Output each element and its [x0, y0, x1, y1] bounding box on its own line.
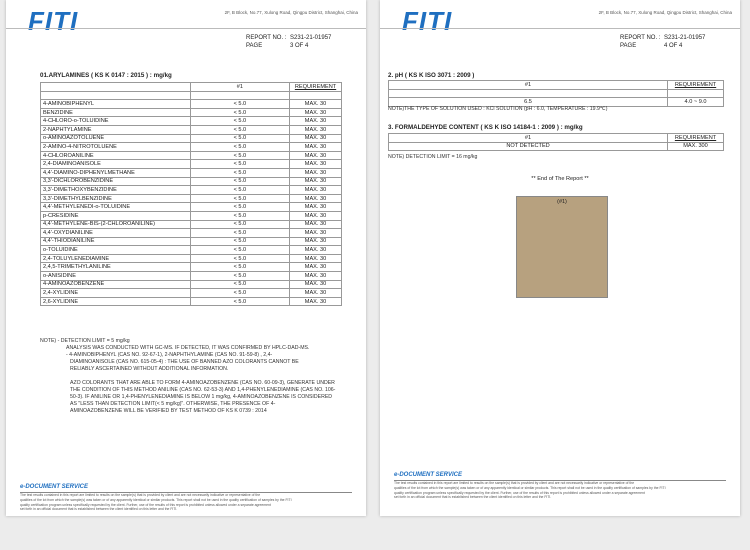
footer-title: e-DOCUMENT SERVICE: [394, 472, 463, 478]
table-row: 2-NAPHTYLAMINE < 5.0 MAX. 30: [41, 125, 342, 134]
table-row: 4,4'-METHYLENEDI-o-TOLUIDINE < 5.0 MAX. 30: [41, 203, 342, 212]
table-row: 4-AMINOAZOBENZENE < 5.0 MAX. 30: [41, 280, 342, 289]
arylamines-note-2: ANALYSIS WAS CONDUCTED WITH GC-MS. IF DETECTED, IT WAS CONFIRMED BY HPLC-DAD-MS.: [66, 345, 310, 351]
arylamines-note-10: AMINOAZOBENZENE WILL BE VERIFIED BY TEST METHOD OF KS K 0739 : 2014: [70, 408, 267, 414]
arylamines-note-5: RELIABLY ASCERTAINED WITHOUT ADDITIONAL INFORMATION.: [70, 366, 229, 372]
table-row: 2,4-XYLIDINE < 5.0 MAX. 30: [41, 289, 342, 298]
page-number-row: PAGE 3 OF 4: [246, 43, 309, 49]
table-row: p-CRESIDINE < 5.0 MAX. 30: [41, 211, 342, 220]
lab-address: 2F, B Block, No.77, Xulong Road, Qingpu District, Shanghai, China: [598, 10, 732, 15]
table-row: 4-CHLORO-o-TOLUIDINE < 5.0 MAX. 30: [41, 117, 342, 126]
table-row: 6.5 4.0 ~ 9.0: [389, 98, 724, 107]
table-row: 4-AMINOBIPHENYL < 5.0 MAX. 30: [41, 100, 342, 109]
formaldehyde-title: 3. FORMALDEHYDE CONTENT ( KS K ISO 14184-1 : 2009 ) : mg/kg: [388, 124, 583, 131]
ph-table: [388, 80, 724, 107]
table-row: 2,4,5-TRIMETHYLANILINE < 5.0 MAX. 30: [41, 263, 342, 272]
report-number-row: REPORT NO. : S231-21-01957: [620, 35, 706, 41]
sample-label: (#1): [557, 199, 567, 205]
table-header-row: #1 REQUIREMENT: [389, 134, 724, 143]
arylamines-note-7: THE CONDITION OF THIS METHOD ANILINE (CAS NO. 62-53-3) AND 1,4-PHENYLENEDIAMINE (CAS NO. 106-: [70, 387, 336, 393]
ph-title: 2. pH ( KS K ISO 3071 : 2009 ): [388, 72, 475, 79]
table-header-row: #1 REQUIREMENT: [389, 81, 724, 90]
arylamines-note-8: 50-3). IF ANILINE OR 1,4-PHENYLENEDIAMINE IS BELOW 1 mg/kg, 4-AMINOAZOBENZENE IS CONSIDERED: [70, 394, 333, 400]
table-row: 2,6-XYLIDINE < 5.0 MAX. 30: [41, 297, 342, 306]
table-row: o-ANISIDINE < 5.0 MAX. 30: [41, 272, 342, 281]
report-page-4: [380, 0, 740, 516]
lab-address: 2F, B Block, No.77, Xulong Road, Qingpu District, Shanghai, China: [224, 10, 358, 15]
formaldehyde-note: NOTE) DETECTION LIMIT = 16 mg/kg: [388, 154, 478, 160]
report-page-3: [6, 0, 366, 516]
ph-note: NOTE)THE TYPE OF SOLUTION USED : KCl SOLUTION (pH : 6.0, TEMPERATURE : 19.9℃): [388, 106, 608, 112]
table-row: 4,4'-OXYDIANILINE < 5.0 MAX. 30: [41, 229, 342, 238]
table-row: 4,4'-THIODIANILINE < 5.0 MAX. 30: [41, 237, 342, 246]
footer-title: e-DOCUMENT SERVICE: [20, 484, 89, 490]
arylamines-note-9: AS "LESS THAN DETECTION LIMIT(< 5 mg/kg)". OTHERWISE, THE PRESENCE OF 4-: [70, 401, 276, 407]
arylamines-note-1: NOTE) - DETECTION LIMIT = 5 mg/kg: [40, 338, 130, 344]
table-blank-row: [41, 91, 342, 100]
footer-disclaimer: The test results contained in this report are limited to results on the sample(s) that is provided by client and are not necessarily indicative or representative of the qualities of the lot from which the sample(s) was taken or of any apparently identical or similar products. This report shall not be used in the quality certification of samples by the FITI quality certification program unless specifically requested by the client. Further, use of the results of this report is prohibited unless allowed under a separate agreement set forth in an official document that is established between the client identified on this letter and the FITI.: [20, 493, 292, 512]
page-number-row: PAGE 4 OF 4: [620, 43, 683, 49]
table-row: 2,4-DIAMINOANISOLE < 5.0 MAX. 30: [41, 160, 342, 169]
table-row: 3,3'-DIMETHYLBENZIDINE < 5.0 MAX. 30: [41, 194, 342, 203]
report-number-row: REPORT NO. : S231-21-01957: [246, 35, 332, 41]
table-row: 2,4-TOLUYLENEDIAMINE < 5.0 MAX. 30: [41, 254, 342, 263]
table-header-row: #1 REQUIREMENT: [41, 83, 342, 92]
footer-disclaimer: The test results contained in this report are limited to results on the sample(s) that is provided by client and are not necessarily indicative or representative of the qualities of the lot from which the sample(s) was taken or of any apparently identical or similar products. This report shall not be used in the quality certification of samples by the FITI quality certification program unless specifically requested by the client. Further, use of the results of this report is prohibited unless allowed under a separate agreement set forth in an official document that is established between the client identified on this letter and the FITI.: [394, 481, 666, 500]
arylamines-note-4: DIAMINOANISOLE (CAS NO. 615-05-4) : THE USE OF BANNED AZO COLORANTS CANNOT BE: [70, 359, 299, 365]
fabric-sample-image: [516, 196, 608, 298]
header-divider: [6, 28, 366, 29]
table-row: 4,4'-METHYLENE-BIS-(2-CHLOROANILINE) < 5.0 MAX. 30: [41, 220, 342, 229]
table-row: 3,3'-DIMETHOXYBENZIDINE < 5.0 MAX. 30: [41, 186, 342, 195]
table-row: NOT DETECTED MAX. 300: [389, 142, 724, 151]
table-row: BENZIDINE < 5.0 MAX. 30: [41, 108, 342, 117]
fiti-logo: FITI: [402, 6, 453, 36]
arylamines-table: [40, 82, 342, 306]
table-row: o-AMINOAZOTOLUENE < 5.0 MAX. 30: [41, 134, 342, 143]
end-of-report: ** End of The Report **: [531, 176, 589, 182]
arylamines-note-6: AZO COLORANTS THAT ARE ABLE TO FORM 4-AMINOAZOBENZENE (CAS NO. 60-09-3), GENERATE UNDER: [70, 380, 335, 386]
header-divider: [380, 28, 740, 29]
table-row: 2-AMINO-4-NITROTOLUENE < 5.0 MAX. 30: [41, 143, 342, 152]
formaldehyde-table: [388, 133, 724, 151]
arylamines-note-3: - 4-AMINOBIPHENYL (CAS NO. 92-67-1), 2-NAPHTHYLAMINE (CAS NO. 91-59-8) , 2,4-: [66, 352, 273, 358]
table-row: 4-CHLOROANILINE < 5.0 MAX. 30: [41, 151, 342, 160]
table-row: 4,4'-DIAMINO-DIPHENYLMETHANE < 5.0 MAX. 30: [41, 168, 342, 177]
table-row: o-TOLUIDINE < 5.0 MAX. 30: [41, 246, 342, 255]
arylamines-title: 01.ARYLAMINES ( KS K 0147 : 2015 ) : mg/kg: [40, 72, 172, 79]
table-blank-row: [389, 89, 724, 98]
table-row: 3,3'-DICHLOROBENZIDINE < 5.0 MAX. 30: [41, 177, 342, 186]
fiti-logo: FITI: [28, 6, 79, 36]
